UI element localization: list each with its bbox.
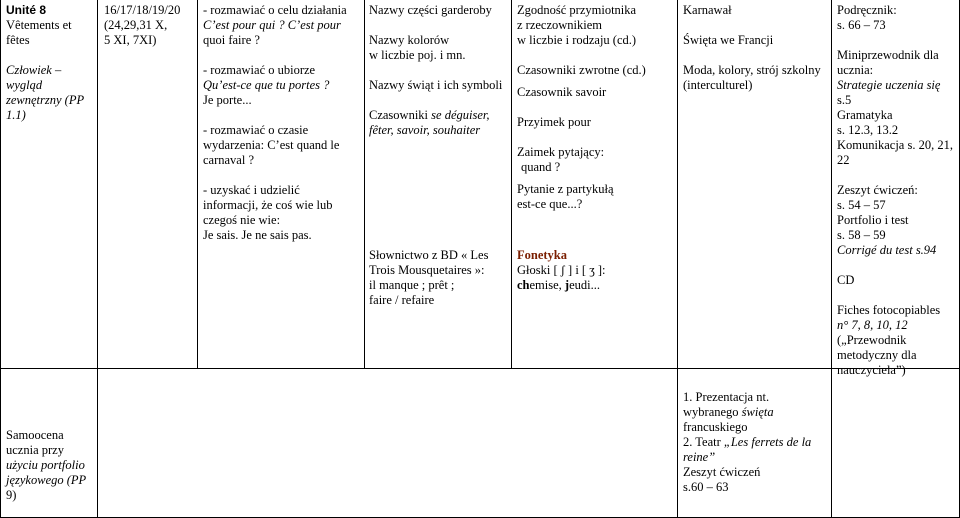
self-assessment-line: Samoocena xyxy=(6,428,64,442)
materials-line: Gramatyka xyxy=(837,108,893,122)
column-divider xyxy=(197,0,198,368)
goal-line: - rozmawiać o czasie xyxy=(203,123,309,137)
grammar-cell xyxy=(517,3,675,212)
column-divider xyxy=(831,0,832,518)
self-assessment-line: 9) xyxy=(6,488,17,502)
vocab-topic: fêter, savoir, souhaiter xyxy=(369,123,481,137)
project-line: 2. Teatr „Les ferrets de la xyxy=(683,435,812,449)
materials-line: ucznia: xyxy=(837,63,874,77)
vocab-topic: Nazwy części garderoby xyxy=(369,3,492,17)
lesson-numbers-line: 16/17/18/19/20 xyxy=(104,3,181,17)
grammar-line: Czasownik savoir xyxy=(517,85,607,99)
column-divider xyxy=(364,0,365,368)
bd-vocab-line: Słownictwo z BD « Les xyxy=(369,248,489,262)
materials-line: s. 12.3, 13.2 xyxy=(837,123,899,137)
materials-line: nauczyciela”) xyxy=(837,363,906,377)
example-line: wydarzenia: C’est quand le xyxy=(203,138,340,152)
materials-cell xyxy=(837,3,958,378)
bd-vocab-line: il manque ; prêt ; xyxy=(369,278,455,292)
bd-vocabulary xyxy=(369,248,509,308)
table-border-left xyxy=(0,0,1,518)
materials-line: metodyczny dla xyxy=(837,348,917,362)
self-assessment-line: ucznia przy xyxy=(6,443,64,457)
project-line: wybranego święta xyxy=(683,405,774,419)
unit-cell xyxy=(6,3,94,123)
lesson-topic-line: zewnętrzny (PP xyxy=(6,93,85,107)
column-divider xyxy=(677,0,678,518)
materials-line: Miniprzewodnik dla xyxy=(837,48,939,62)
self-assessment-cell xyxy=(6,428,94,503)
lesson-dates-line: (24,29,31 X, xyxy=(104,18,168,32)
self-assessment-line: użyciu portfolio xyxy=(6,458,85,472)
lesson-topic-line: 1.1) xyxy=(6,108,26,122)
materials-line: Corrigé du test s.94 xyxy=(837,243,937,257)
row-divider xyxy=(0,368,960,369)
example-line: Qu’est-ce que tu portes ? xyxy=(203,78,330,92)
goal-line: czegoś nie wie: xyxy=(203,213,281,227)
self-assessment-line: językowego (PP xyxy=(6,473,87,487)
goal-line: - rozmawiać o celu działania xyxy=(203,3,347,17)
example-line: C’est pour qui ? C’est pour xyxy=(203,18,341,32)
example-line: Je porte... xyxy=(203,93,252,107)
grammar-line: Przyimek pour xyxy=(517,115,591,129)
grammar-line: quand ? xyxy=(521,160,561,174)
phonetics-block xyxy=(517,248,675,293)
unit-title: Unité 8 xyxy=(6,3,47,17)
phonetics-title: Fonetyka xyxy=(517,248,567,262)
example-line: Je sais. Je ne sais pas. xyxy=(203,228,312,242)
culture-line: Święta we Francji xyxy=(683,33,774,47)
materials-line: Podręcznik: xyxy=(837,3,897,17)
materials-line: s. 54 – 57 xyxy=(837,198,886,212)
project-line: Zeszyt ćwiczeń xyxy=(683,465,761,479)
lesson-numbers-cell xyxy=(104,3,196,48)
projects-cell xyxy=(683,390,829,495)
goal-line: - rozmawiać o ubiorze xyxy=(203,63,316,77)
grammar-line: w liczbie i rodzaju (cd.) xyxy=(517,33,637,47)
materials-line: 22 xyxy=(837,153,850,167)
materials-line: Fiches fotocopiables xyxy=(837,303,941,317)
bd-vocab-line: Trois Mousquetaires »: xyxy=(369,263,485,277)
project-line: francuskiego xyxy=(683,420,748,434)
example-line: carnaval ? xyxy=(203,153,255,167)
bd-vocab-line: faire / refaire xyxy=(369,293,435,307)
culture-line: (interculturel) xyxy=(683,78,753,92)
project-line: 1. Prezentacja nt. xyxy=(683,390,770,404)
lesson-topic-line: wygląd xyxy=(6,78,43,92)
materials-line: s.5 xyxy=(837,93,852,107)
culture-line: Karnawał xyxy=(683,3,732,17)
project-line: s.60 – 63 xyxy=(683,480,729,494)
vocab-topic: w liczbie poj. i mn. xyxy=(369,48,466,62)
vocabulary-cell xyxy=(369,3,509,138)
project-line: reine” xyxy=(683,450,716,464)
lesson-dates-line: 5 XI, 7XI) xyxy=(104,33,157,47)
materials-line: n° 7, 8, 10, 12 xyxy=(837,318,908,332)
grammar-line: Pytanie z partykułą xyxy=(517,182,614,196)
vocab-topic: Nazwy świąt i ich symboli xyxy=(369,78,503,92)
materials-line: CD xyxy=(837,273,855,287)
materials-line: Zeszyt ćwiczeń: xyxy=(837,183,918,197)
grammar-line: Czasowniki zwrotne (cd.) xyxy=(517,63,646,77)
unit-theme-line: Vêtements et xyxy=(6,18,72,32)
goal-line: - uzyskać i udzielić xyxy=(203,183,300,197)
materials-line: Strategie uczenia się xyxy=(837,78,941,92)
vocab-topic: Czasowniki se déguiser, xyxy=(369,108,490,122)
materials-line: („Przewodnik xyxy=(837,333,907,347)
materials-line: s. 58 – 59 xyxy=(837,228,886,242)
grammar-line: Zaimek pytający: xyxy=(517,145,605,159)
culture-line: Moda, kolory, strój szkolny xyxy=(683,63,821,77)
communication-cell xyxy=(203,3,363,243)
column-divider xyxy=(97,0,98,518)
grammar-line: Zgodność przymiotnika xyxy=(517,3,637,17)
goal-line: informacji, że coś wie lub xyxy=(203,198,333,212)
vocab-topic: Nazwy kolorów xyxy=(369,33,450,47)
grammar-line: z rzeczownikiem xyxy=(517,18,603,32)
column-divider xyxy=(511,0,512,368)
phonetics-examples: chemise, jeudi... xyxy=(517,278,600,292)
culture-cell xyxy=(683,3,829,93)
example-line: quoi faire ? xyxy=(203,33,260,47)
materials-line: Portfolio i test xyxy=(837,213,909,227)
grammar-line: est-ce que...? xyxy=(517,197,583,211)
phonetics-sounds: Głoski [ ʃ ] i [ ʒ ]: xyxy=(517,263,606,277)
materials-line: s. 66 – 73 xyxy=(837,18,886,32)
unit-theme-line: fêtes xyxy=(6,33,30,47)
lesson-topic-line: Człowiek – xyxy=(6,63,62,77)
materials-line: Komunikacja s. 20, 21, xyxy=(837,138,953,152)
